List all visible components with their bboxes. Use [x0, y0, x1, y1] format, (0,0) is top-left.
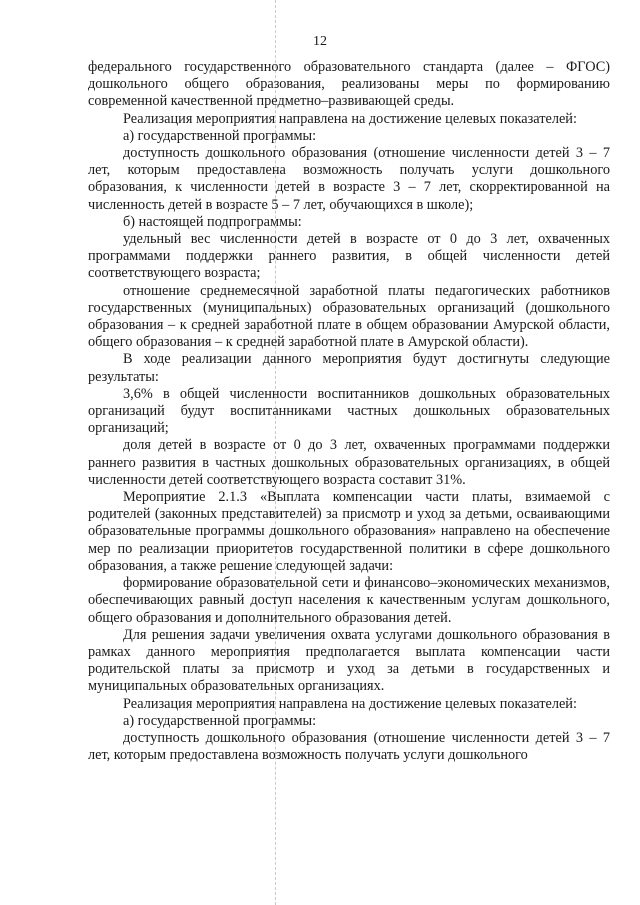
paragraph: Для решения задачи увеличения охвата услугами дошкольного образования в рамках данного мероприятия предполагается выплата компенсации части родительской платы за присмотр и уход за детьми в государственных и муниципальных образовательных организациях. [88, 626, 610, 695]
paragraph: отношение среднемесячной заработной платы педагогических работников государственных (муниципальных) образовательных организаций (дошкольного образования – к средней заработной плате в общем образовании Амурской области, общего образования – к средней заработной плате в Амурской области). [88, 282, 610, 351]
paragraph: а) государственной программы: [123, 712, 317, 729]
paragraph: удельный вес численности детей в возрасте от 0 до 3 лет, охваченных программами поддержки раннего развития, в общей численности детей соответствующего возраста; [88, 231, 610, 282]
paragraph: В ходе реализации данного мероприятия будут достигнуты следующие результаты: [88, 351, 610, 385]
paragraph: федерального государственного образовательного стандарта (далее – ФГОС) дошкольного общего образования, реализованы меры по формированию современной качественной предметно–развивающей среды. [88, 59, 610, 110]
paragraph: а) государственной программы: [123, 127, 317, 144]
paragraph: доля детей в возрасте от 0 до 3 лет, охваченных программами поддержки раннего развития в частных дошкольных образовательных организациях, в общей численности детей соответствующего возраста составит 31%. [88, 437, 610, 488]
paragraph: Реализация мероприятия направлена на достижение целевых показателей: [123, 695, 577, 712]
paragraph: б) настоящей подпрограммы: [123, 213, 302, 230]
paragraph: Мероприятие 2.1.3 «Выплата компенсации части платы, взимаемой с родителей (законных представителей) за присмотр и уход за детьми, осваивающими образовательные программы дошкольного образования» направлено на обеспечение мер по реализации приоритетов государственной политики в сфере дошкольного образования, а также решение следующей задачи: [88, 489, 610, 574]
paragraph: 3,6% в общей численности воспитанников дошкольных образовательных организаций будут воспитанниками частных дошкольных образовательных организаций; [88, 385, 610, 437]
document-body [88, 59, 610, 764]
paragraph: Реализация мероприятия направлена на достижение целевых показателей: [123, 110, 577, 127]
paragraph: доступность дошкольного образования (отношение численности детей 3 – 7 лет, которым предоставлена возможность получать услуги дошкольного образования, к численности детей в возрасте 3 – 7 лет, скорректированной на численность детей в возрасте 5 – 7 лет, обучающихся в школе); [88, 145, 610, 213]
paragraph: доступность дошкольного образования (отношение численности детей 3 – 7 лет, которым предоставлена возможность получать услуги дошкольного [88, 729, 610, 764]
page-number: 12 [313, 34, 327, 49]
paragraph: формирование образовательной сети и финансово–экономических механизмов, обеспечивающих равный доступ населения к качественным услугам дошкольного, общего образования и дополнительного образования детей. [88, 575, 610, 626]
